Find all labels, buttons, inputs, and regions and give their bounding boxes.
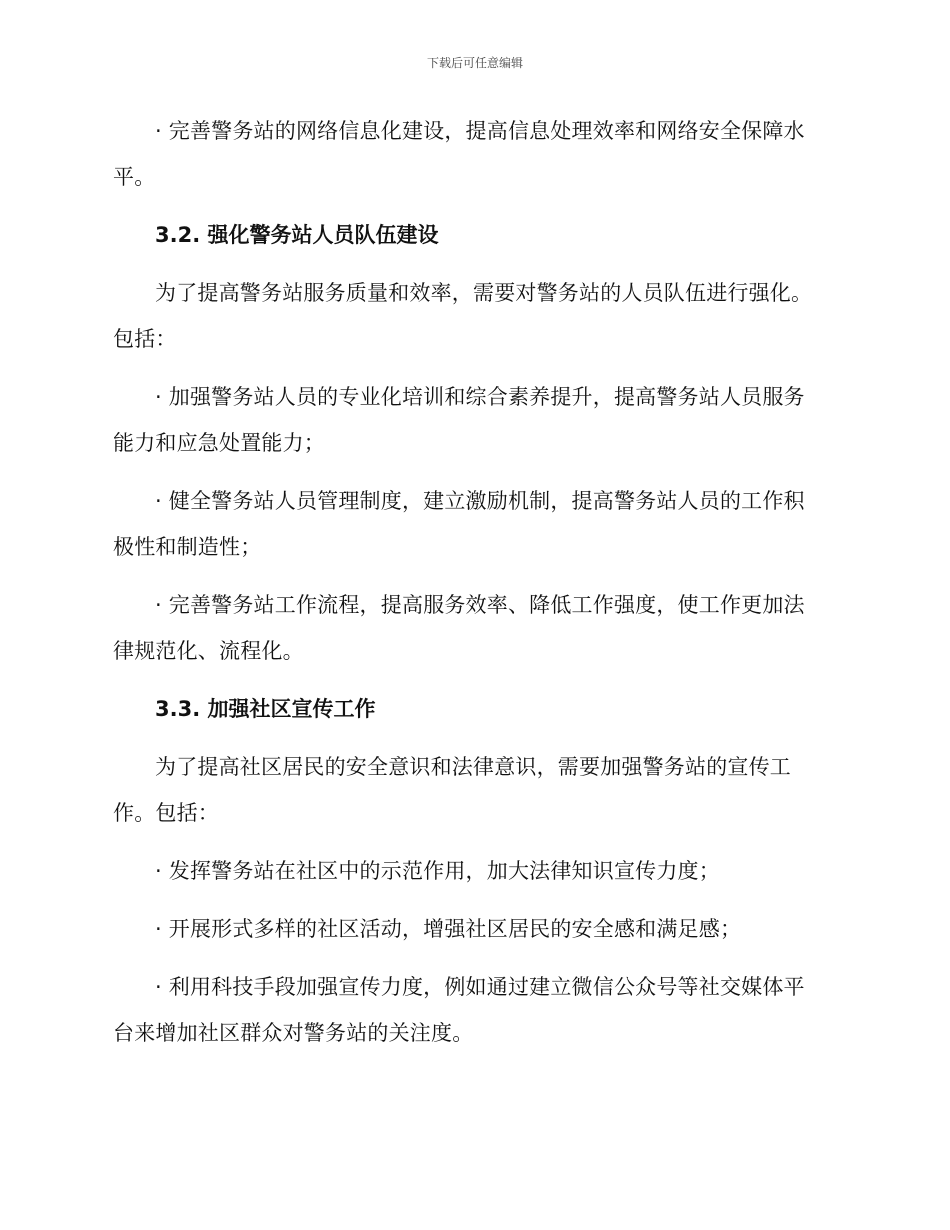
bullet-network-info: · 完善警务站的网络信息化建设，提高信息处理效率和网络安全保障水平。 [113,119,805,189]
bullet-management: · 健全警务站人员管理制度，建立激励机制，提高警务站人员的工作积极性和制造性； [113,489,805,559]
document-body [113,108,825,1068]
section-heading-3-3: 3.3. 加强社区宣传工作 [155,697,376,721]
bullet-technology: · 利用科技手段加强宣传力度，例如通过建立微信公众号等社交媒体平台来增加社区群众对警务站的关注度。 [113,975,805,1045]
header-note: 下载后可任意编辑 [426,56,523,70]
bullet-training: · 加强警务站人员的专业化培训和综合素养提升，提高警务站人员服务能力和应急处置能力； [113,385,805,455]
intro-staff: 为了提高警务站服务质量和效率，需要对警务站的人员队伍进行强化。包括： [113,281,813,351]
bullet-activities: · 开展形式多样的社区活动，增强社区居民的安全感和满足感； [155,917,742,941]
bullet-workflow: · 完善警务站工作流程，提高服务效率、降低工作强度，使工作更加法律规范化、流程化。 [113,593,805,663]
intro-publicity: 为了提高社区居民的安全意识和法律意识，需要加强警务站的宣传工作。包括： [113,755,791,825]
section-heading-3-2: 3.2. 强化警务站人员队伍建设 [155,223,439,247]
bullet-demonstration: · 发挥警务站在社区中的示范作用，加大法律知识宣传力度； [155,859,720,883]
